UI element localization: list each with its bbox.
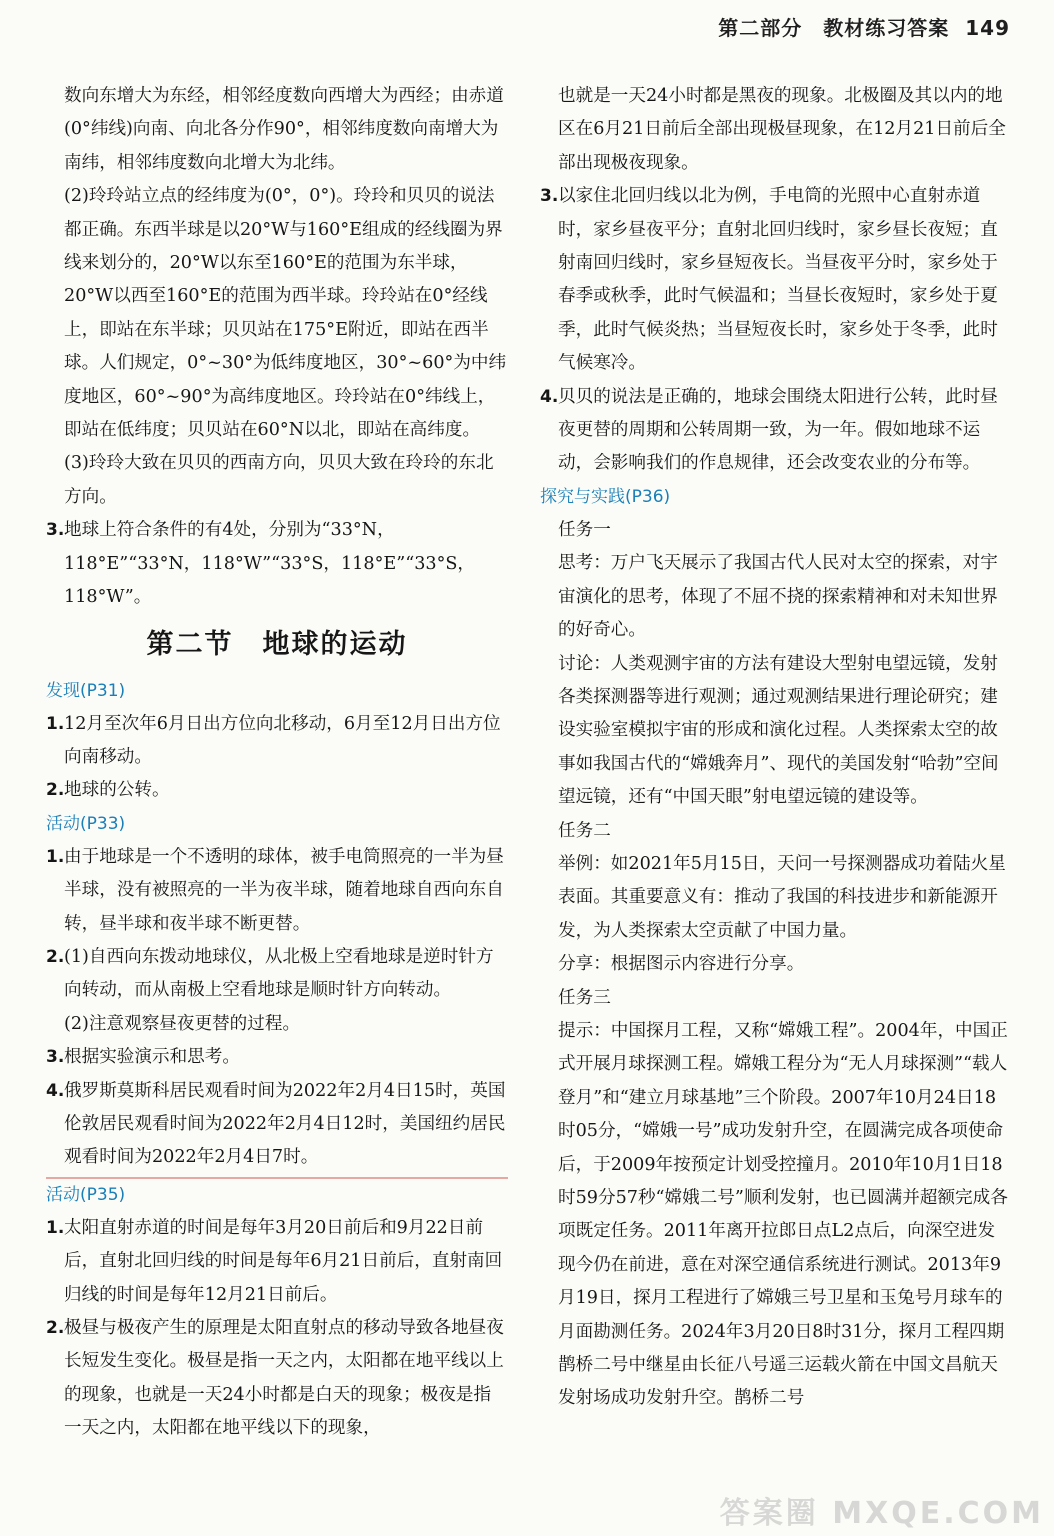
item-text: 由于地球是一个不透明的球体，被手电筒照亮的一半为昼半球，没有被照亮的一半为夜半球，随着地球自西向东自转，昼半球和夜半球不断更替。 bbox=[64, 846, 504, 934]
paragraph: 提示：中国探月工程，又称“嫦娥工程”。2004年，中国正式开展月球探测工程。嫦娥工程分为“无人月球探测”“载人登月”和“建立月球基地”三个阶段。2007年10月24日18时05分，“嫦娥一号”成功发射升空，在圆满完成各项使命后，于2009年按预定计划受控撞月。2010年10月1日18时59分57秒“嫦娥二号”顺利发射，也已圆满并超额完成各项既定任务。2011年离开拉郎日点L2点后，向深空进发现今仍在前进，意在对深空通信系统进行测试。2013年9月19日，探月工程进行了嫦娥三号卫星和玉兔号月球车的月面勘测任务。2024年3月20日8时31分，探月工程四期鹊桥二号中继星由长征八号遥三运载火箭在中国文昌航天发射场成功发射升空。鹊桥二号 bbox=[558, 1020, 1008, 1409]
answer-item bbox=[46, 1075, 508, 1175]
paragraph: 也就是一天24小时都是黑夜的现象。北极圈及其以内的地区在6月21日前后全部出现极昼现象，在12月21日前后全部出现极夜现象。 bbox=[558, 86, 1006, 173]
answer-item bbox=[540, 180, 1010, 380]
item-number: 4. bbox=[540, 386, 559, 407]
paragraph: 举例：如2021年5月15日，天问一号探测器成功着陆火星表面。其重要意义有：推动了我国的科技进步和新能源开发，为人类探索太空贡献了中国力量。 bbox=[558, 853, 1006, 941]
item-text: 根据实验演示和思考。 bbox=[64, 1047, 240, 1068]
task-heading: 任务一 bbox=[558, 519, 611, 540]
item-number: 1. bbox=[46, 713, 65, 734]
answer-item bbox=[540, 381, 1010, 481]
page-number: 149 bbox=[965, 16, 1010, 40]
answer-item bbox=[46, 514, 508, 614]
item-number: 2. bbox=[46, 946, 65, 967]
item-text: 以家住北回归线以北为例，手电筒的光照中心直射赤道时，家乡昼夜平分；直射北回归线时，家乡昼长夜短；直射南回归线时，家乡昼短夜长。当昼夜平分时，家乡处于春季或秋季，此时气候温和；当昼长夜短时，家乡处于夏季，此时气候炎热；当昼短夜长时，家乡处于冬季，此时气候寒冷。 bbox=[558, 186, 998, 374]
page-header bbox=[718, 12, 1010, 41]
task-heading: 任务三 bbox=[558, 987, 611, 1008]
chapter-heading: 第二节 地球的运动 bbox=[146, 628, 408, 660]
section-label: 活动(P33) bbox=[46, 813, 126, 834]
item-number: 1. bbox=[46, 1217, 65, 1238]
item-number: 3. bbox=[46, 1047, 65, 1068]
item-number: 4. bbox=[46, 1080, 65, 1101]
item-number: 2. bbox=[46, 780, 65, 801]
item-text: 俄罗斯莫斯科居民观看时间为2022年2月4日15时，英国伦敦居民观看时间为2022年2月4日12时，美国纽约居民观看时间为2022年2月4日7时。 bbox=[64, 1080, 506, 1168]
item-text: (1)自西向东拨动地球仪，从北极上空看地球是逆时针方向转动，而从南极上空看地球是顺时针方向转动。 bbox=[64, 946, 494, 1001]
item-text: 极昼与极夜产生的原理是太阳直射点的移动导致各地昼夜长短发生变化。极昼是指一天之内，太阳都在地平线以上的现象，也就是一天24小时都是白天的现象；极夜是指一天之内，太阳都在地平线以下的现象， bbox=[64, 1318, 504, 1439]
item-text: 地球上符合条件的有4处，分别为“33°N，118°E”“33°N，118°W”“33°S，118°E”“33°S，118°W”。 bbox=[64, 520, 476, 608]
paragraph: 讨论：人类观测宇宙的方法有建设大型射电望远镜，发射各类探测器等进行观测；通过观测结果进行理论研究；建设实验室模拟宇宙的形成和演化过程。人类探索太空的故事如我国古代的“嫦娥奔月”、现代的美国发射“哈勃”空间望远镜，还有“中国天眼”射电望远镜的建设等。 bbox=[558, 653, 999, 808]
item-number: 3. bbox=[540, 186, 559, 207]
item-text: 12月至次年6月日出方位向北移动，6月至12月日出方位向南移动。 bbox=[64, 713, 501, 767]
item-text: 太阳直射赤道的时间是每年3月20日前后和9月22日前后，直射北回归线的时间是每年6月21日前后，直射南回归线的时间是每年12月21日前后。 bbox=[64, 1217, 503, 1305]
section-label: 活动(P35) bbox=[46, 1177, 508, 1212]
item-text: 地球的公转。 bbox=[64, 780, 170, 801]
item-number: 3. bbox=[46, 520, 65, 541]
paragraph: 分享：根据图示内容进行分享。 bbox=[558, 954, 805, 975]
section-label: 探究与实践(P36) bbox=[540, 486, 671, 507]
paragraph: (2)注意观察昼夜更替的过程。 bbox=[64, 1013, 301, 1034]
paragraph: (2)玲玲站立点的经纬度为(0°，0°)。玲玲和贝贝的说法都正确。东西半球是以20°W与160°E组成的经线圈为界线来划分的，20°W以东至160°E的范围为东半球，20°W以西至160°E的范围为西半球。玲玲站在0°经线上，即站在东半球；贝贝站在175°E附近，即站在西半球。人们规定，0°~30°为低纬度地区，30°~60°为中纬度地区，60°~90°为高纬度地区。玲玲站在0°纬线上，即站在低纬度；贝贝站在60°N以北，即站在高纬度。 bbox=[64, 186, 507, 441]
item-number: 1. bbox=[46, 846, 65, 867]
answer-item bbox=[46, 841, 508, 941]
right-column bbox=[540, 80, 1010, 1416]
item-text: 贝贝的说法是正确的，地球会围绕太阳进行公转，此时昼夜更替的周期和公转周期一致，为一年。假如地球不运动，会影响我们的作息规律，还会改变农业的分布等。 bbox=[558, 386, 998, 474]
answer-item bbox=[46, 774, 508, 807]
section-label: 发现(P31) bbox=[46, 680, 126, 701]
task-heading: 任务二 bbox=[558, 820, 611, 841]
answer-item bbox=[46, 1212, 508, 1312]
paragraph: 思考：万户飞天展示了我国古代人民对太空的探索，对宇宙演化的思考，体现了不屈不挠的探索精神和对未知世界的好奇心。 bbox=[558, 553, 998, 641]
running-title: 第二部分 教材练习答案 bbox=[718, 16, 950, 40]
answer-item bbox=[46, 708, 508, 775]
left-column bbox=[46, 80, 508, 1446]
paragraph: (3)玲玲大致在贝贝的西南方向，贝贝大致在玲玲的东北方向。 bbox=[64, 453, 494, 507]
watermark-logo: 答案圈 MXQE.COM bbox=[719, 1496, 1044, 1531]
answer-item bbox=[46, 1312, 508, 1446]
item-number: 2. bbox=[46, 1318, 65, 1338]
answer-item bbox=[46, 1041, 508, 1074]
answer-item bbox=[46, 941, 508, 1008]
paragraph: 数向东增大为东经，相邻经度数向西增大为西经；由赤道(0°纬线)向南、向北各分作90°，相邻纬度数向南增大为南纬，相邻纬度数向北增大为北纬。 bbox=[64, 86, 504, 173]
